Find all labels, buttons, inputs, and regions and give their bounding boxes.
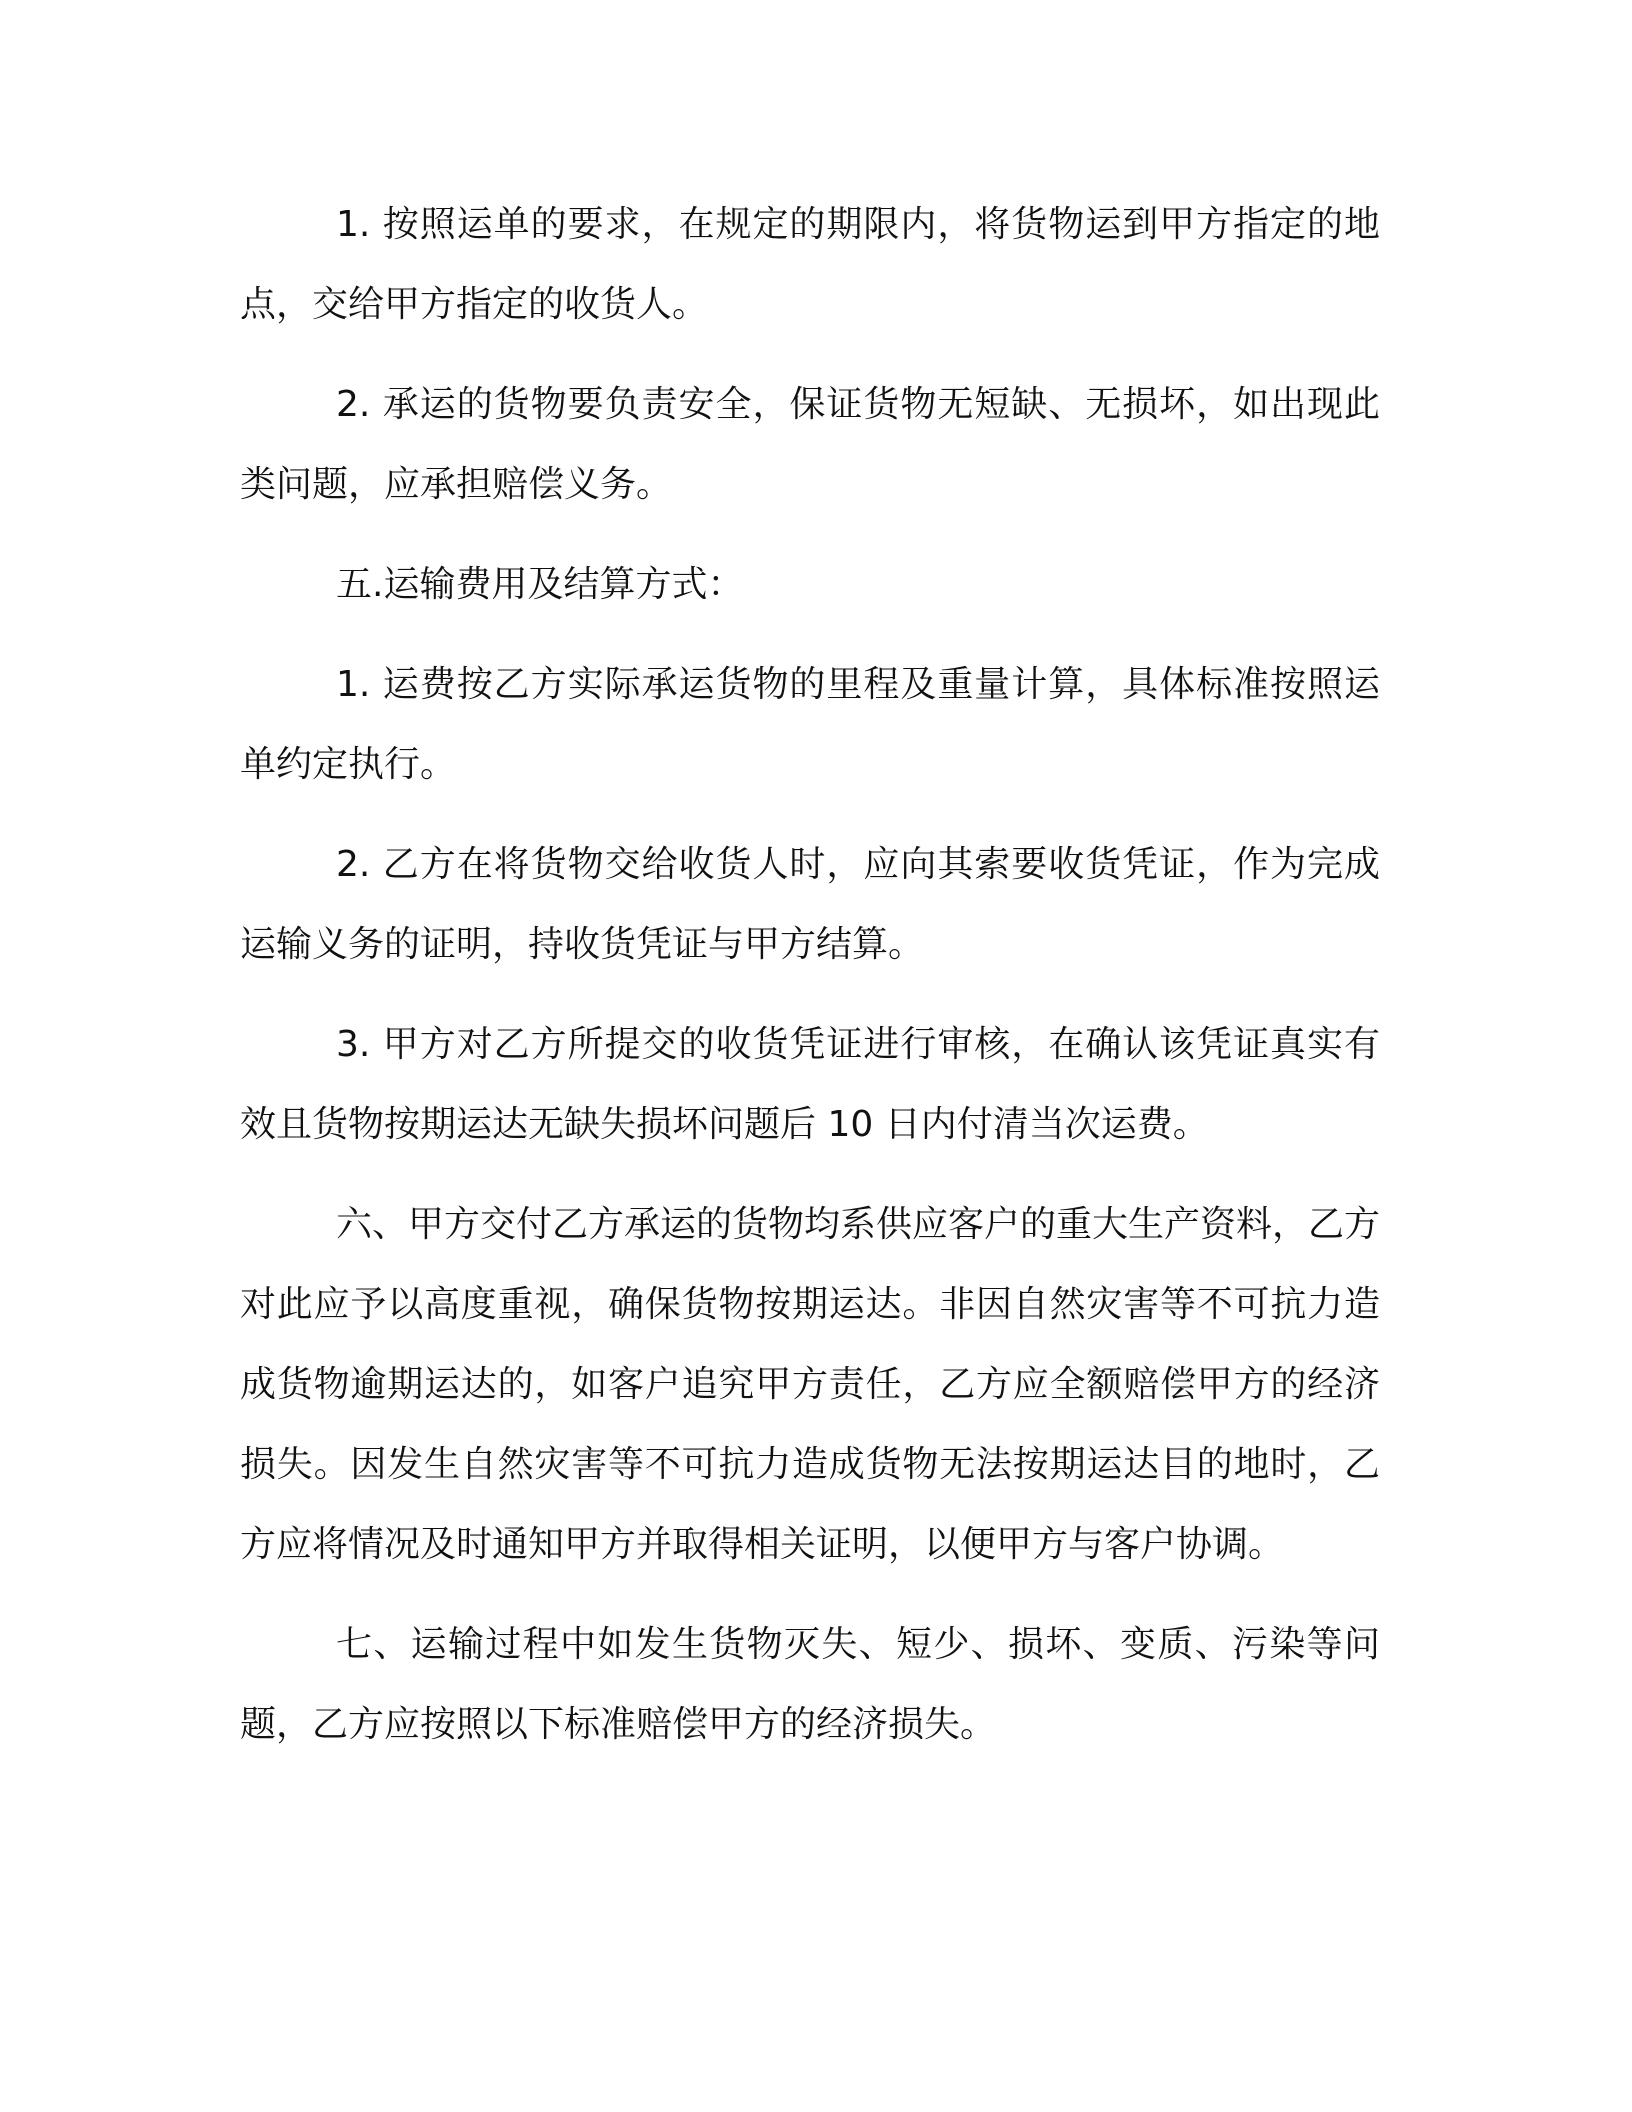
section-5-heading: 五.运输费用及结算方式：: [336, 564, 744, 605]
clause-4-item-2: 2. 承运的货物要负责安全，保证货物无短缺、无损坏，如出现此类问题，应承担赔偿义务。: [240, 384, 1380, 505]
clause-5-item-3: 3. 甲方对乙方所提交的收货凭证进行审核，在确认该凭证真实有效且货物按期运达无缺失损坏问题后 10 日内付清当次运费。: [240, 1024, 1380, 1145]
section-7-paragraph: 七、运输过程中如发生货物灭失、短少、损坏、变质、污染等问题，乙方应按照以下标准赔偿甲方的经济损失。: [240, 1624, 1380, 1745]
clause-5-item-2: 2. 乙方在将货物交给收货人时，应向其索要收货凭证，作为完成运输义务的证明，持收货凭证与甲方结算。: [240, 844, 1380, 965]
clause-4-item-1: 1. 按照运单的要求，在规定的期限内，将货物运到甲方指定的地点，交给甲方指定的收货人。: [240, 204, 1380, 325]
document-body: [240, 185, 1380, 1785]
clause-5-item-1: 1. 运费按乙方实际承运货物的里程及重量计算，具体标准按照运单约定执行。: [240, 664, 1380, 785]
section-6-paragraph: 六、甲方交付乙方承运的货物均系供应客户的重大生产资料，乙方对此应予以高度重视，确保货物按期运达。非因自然灾害等不可抗力造成货物逾期运达的，如客户追究甲方责任，乙方应全额赔偿甲方的经济损失。因发生自然灾害等不可抗力造成货物无法按期运达目的地时，乙方应将情况及时通知甲方并取得相关证明，以便甲方与客户协调。: [240, 1204, 1381, 1565]
